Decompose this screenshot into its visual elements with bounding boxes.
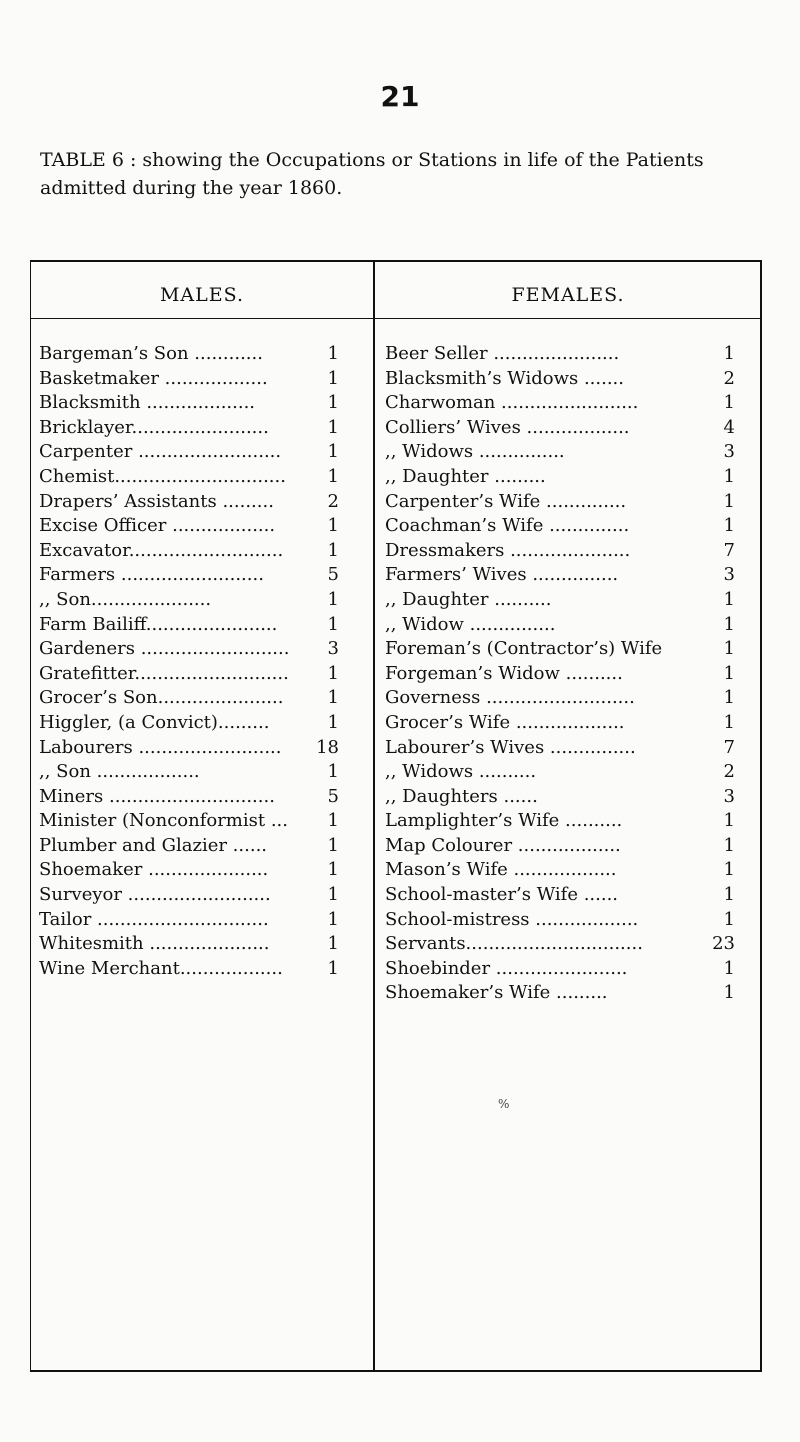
occupation-label: ,, Daughter ..........: [385, 588, 552, 610]
occupation-label: ,, Daughter .........: [385, 465, 546, 487]
occupation-label: School-mistress ..................: [385, 908, 639, 930]
occupation-label: Map Colourer ..................: [385, 834, 621, 856]
occupation-label: Tailor ..............................: [39, 908, 269, 930]
males-heading: MALES.: [159, 284, 245, 306]
occupation-count: 1: [723, 588, 735, 610]
occupation-count: 1: [327, 613, 339, 635]
occupation-count: 1: [723, 957, 735, 979]
table-row: [39, 637, 339, 662]
occupation-label: ,, Daughters ......: [385, 785, 538, 807]
occupation-label: Gardeners ..........................: [39, 638, 290, 660]
occupation-count: 1: [723, 982, 735, 1004]
occupation-label: Forgeman’s Widow ..........: [385, 662, 623, 684]
occupation-count: 1: [723, 613, 735, 635]
occupation-label: Blacksmith ...................: [39, 392, 256, 414]
table-row: [39, 662, 339, 687]
occupation-label: Whitesmith .....................: [39, 933, 270, 955]
occupation-count: 1: [327, 761, 339, 783]
occupation-label: Farm Bailiff.......................: [39, 613, 278, 635]
table-row: [385, 932, 735, 957]
page-number: 21: [380, 80, 420, 113]
table-row: [385, 440, 735, 465]
occupation-label: Labourer’s Wives ...............: [385, 736, 636, 758]
occupation-count: 1: [723, 392, 735, 414]
table-row: [385, 785, 735, 810]
table-row: [385, 465, 735, 490]
occupation-label: Surveyor .........................: [39, 884, 271, 906]
males-column: [39, 342, 339, 981]
occupation-label: Bricklayer........................: [39, 416, 269, 438]
occupation-count: 23: [712, 933, 735, 955]
occupation-label: Charwoman ........................: [385, 392, 639, 414]
table-row: [39, 957, 339, 982]
table-row: [39, 809, 339, 834]
table-row: [39, 785, 339, 810]
table-row: [385, 760, 735, 785]
table-row: [39, 490, 339, 515]
occupation-label: Minister (Nonconformist ...: [39, 810, 288, 832]
occupation-label: Farmers’ Wives ...............: [385, 564, 619, 586]
occupation-count: 1: [327, 933, 339, 955]
occupation-count: 1: [327, 810, 339, 832]
column-divider: [373, 262, 375, 1370]
occupation-label: Grocer’s Wife ...................: [385, 711, 625, 733]
table-row: [39, 391, 339, 416]
occupation-label: Labourers .........................: [39, 736, 282, 758]
table-row: [39, 588, 339, 613]
table-row: [39, 539, 339, 564]
occupation-label: Carpenter’s Wife ..............: [385, 490, 627, 512]
occupation-label: Beer Seller ......................: [385, 343, 620, 364]
occupation-count: 1: [327, 539, 339, 561]
table-caption: TABLE 6 : showing the Occupations or Stations in life of the Patients admitted during the year 1860.: [40, 149, 704, 199]
occupation-count: 1: [723, 711, 735, 733]
occupation-count: 3: [723, 564, 735, 586]
occupation-label: ,, Son ..................: [39, 761, 200, 783]
occupation-count: 1: [327, 441, 339, 463]
occupation-label: Excise Officer ..................: [39, 515, 276, 537]
table-row: [385, 736, 735, 761]
table-row: [39, 686, 339, 711]
occupation-label: Basketmaker ..................: [39, 367, 268, 389]
table-row: [385, 416, 735, 441]
occupation-label: Drapers’ Assistants .........: [39, 490, 274, 512]
table-row: [39, 760, 339, 785]
occupation-label: Gratefitter...........................: [39, 662, 289, 684]
occupation-count: 1: [723, 515, 735, 537]
table-row: [385, 662, 735, 687]
females-heading: FEMALES.: [511, 284, 625, 306]
occupation-count: 1: [723, 884, 735, 906]
table-row: [385, 858, 735, 883]
occupation-count: 1: [723, 834, 735, 856]
table-row: [39, 736, 339, 761]
table-row: [39, 858, 339, 883]
females-column: [385, 342, 735, 1006]
table-row: [385, 539, 735, 564]
occupation-count: 1: [327, 859, 339, 881]
table-row: [385, 637, 735, 662]
table-row: [39, 834, 339, 859]
occupation-label: Farmers .........................: [39, 564, 264, 586]
table-row: [39, 908, 339, 933]
occupation-label: Excavator...........................: [39, 539, 284, 561]
occupation-count: 1: [723, 638, 735, 660]
occupation-label: Coachman’s Wife ..............: [385, 515, 630, 537]
occupation-count: 3: [723, 785, 735, 807]
table-row: [39, 416, 339, 441]
occupation-count: 1: [327, 465, 339, 487]
occupation-count: 1: [327, 343, 339, 364]
occupation-label: Higgler, (a Convict).........: [39, 711, 270, 733]
table-row: [385, 957, 735, 982]
occupation-count: 1: [723, 490, 735, 512]
occupation-label: Shoebinder .......................: [385, 957, 628, 979]
table-row: [39, 613, 339, 638]
occupation-label: Plumber and Glazier ......: [39, 834, 268, 856]
occupation-label: ,, Son.....................: [39, 588, 212, 610]
occupation-count: 1: [327, 687, 339, 709]
occupation-label: Lamplighter’s Wife ..........: [385, 810, 623, 832]
table-row: [39, 514, 339, 539]
occupation-label: Bargeman’s Son ............: [39, 343, 263, 364]
header-rule: [31, 318, 760, 319]
table-row: [385, 342, 735, 367]
table-row: [385, 563, 735, 588]
table-row: [39, 465, 339, 490]
table-row: [39, 342, 339, 367]
table-row: [385, 883, 735, 908]
table-row: [39, 563, 339, 588]
table-row: [385, 711, 735, 736]
table-row: [385, 981, 735, 1006]
occupation-label: Carpenter .........................: [39, 441, 282, 463]
occupation-count: 1: [723, 687, 735, 709]
occupation-label: Chemist..............................: [39, 465, 286, 487]
occupation-count: 5: [327, 564, 339, 586]
occupation-count: 1: [327, 908, 339, 930]
table-row: [385, 391, 735, 416]
occupation-label: Blacksmith’s Widows .......: [385, 367, 624, 389]
table-row: [385, 834, 735, 859]
table-row: [385, 367, 735, 392]
occupation-count: 3: [327, 638, 339, 660]
occupation-count: 7: [723, 539, 735, 561]
table-row: [39, 932, 339, 957]
occupation-count: 1: [327, 711, 339, 733]
table-row: [39, 711, 339, 736]
occupation-count: 1: [327, 416, 339, 438]
occupation-count: 2: [327, 490, 339, 512]
occupation-label: Foreman’s (Contractor’s) Wife: [385, 638, 663, 660]
occupation-label: Servants...............................: [385, 933, 643, 955]
occupation-count: 1: [327, 392, 339, 414]
occupation-label: Grocer’s Son......................: [39, 687, 284, 709]
occupation-count: 18: [316, 736, 339, 758]
table-row: [39, 440, 339, 465]
table-row: [385, 809, 735, 834]
occupation-count: 1: [327, 662, 339, 684]
occupation-label: Shoemaker .....................: [39, 859, 269, 881]
occupation-label: ,, Widows ..........: [385, 761, 537, 783]
occupation-count: 1: [327, 588, 339, 610]
occupation-count: 1: [723, 662, 735, 684]
occupation-count: 1: [327, 957, 339, 979]
occupation-count: 2: [723, 761, 735, 783]
occupation-count: 7: [723, 736, 735, 758]
table-row: [385, 490, 735, 515]
occupation-count: 1: [723, 810, 735, 832]
occupation-count: 3: [723, 441, 735, 463]
occupation-count: 1: [723, 908, 735, 930]
table-row: [39, 883, 339, 908]
table-row: [385, 686, 735, 711]
occupation-count: 5: [327, 785, 339, 807]
occupation-label: ,, Widows ...............: [385, 441, 565, 463]
table-row: [385, 613, 735, 638]
occupation-count: 1: [327, 834, 339, 856]
occupation-count: 1: [723, 343, 735, 364]
occupation-label: Governess ..........................: [385, 687, 635, 709]
occupation-count: 1: [723, 859, 735, 881]
occupation-count: 1: [723, 465, 735, 487]
occupation-label: Shoemaker’s Wife .........: [385, 982, 608, 1004]
table-row: [39, 367, 339, 392]
occupation-count: 2: [723, 367, 735, 389]
occupation-label: ,, Widow ...............: [385, 613, 556, 635]
occupation-count: 4: [723, 416, 735, 438]
occupation-count: 1: [327, 367, 339, 389]
table-row: [385, 514, 735, 539]
occupation-label: Miners .............................: [39, 785, 275, 807]
occupations-table: [30, 260, 762, 1372]
occupation-label: Colliers’ Wives ..................: [385, 416, 630, 438]
occupation-label: Dressmakers .....................: [385, 539, 631, 561]
table-row: [385, 588, 735, 613]
occupation-count: 1: [327, 884, 339, 906]
occupation-label: School-master’s Wife ......: [385, 884, 619, 906]
occupation-label: Wine Merchant..................: [39, 957, 283, 979]
occupation-count: 1: [327, 515, 339, 537]
table-row: [385, 908, 735, 933]
occupation-label: Mason’s Wife ..................: [385, 859, 617, 881]
ink-mark: %: [498, 1097, 510, 1111]
